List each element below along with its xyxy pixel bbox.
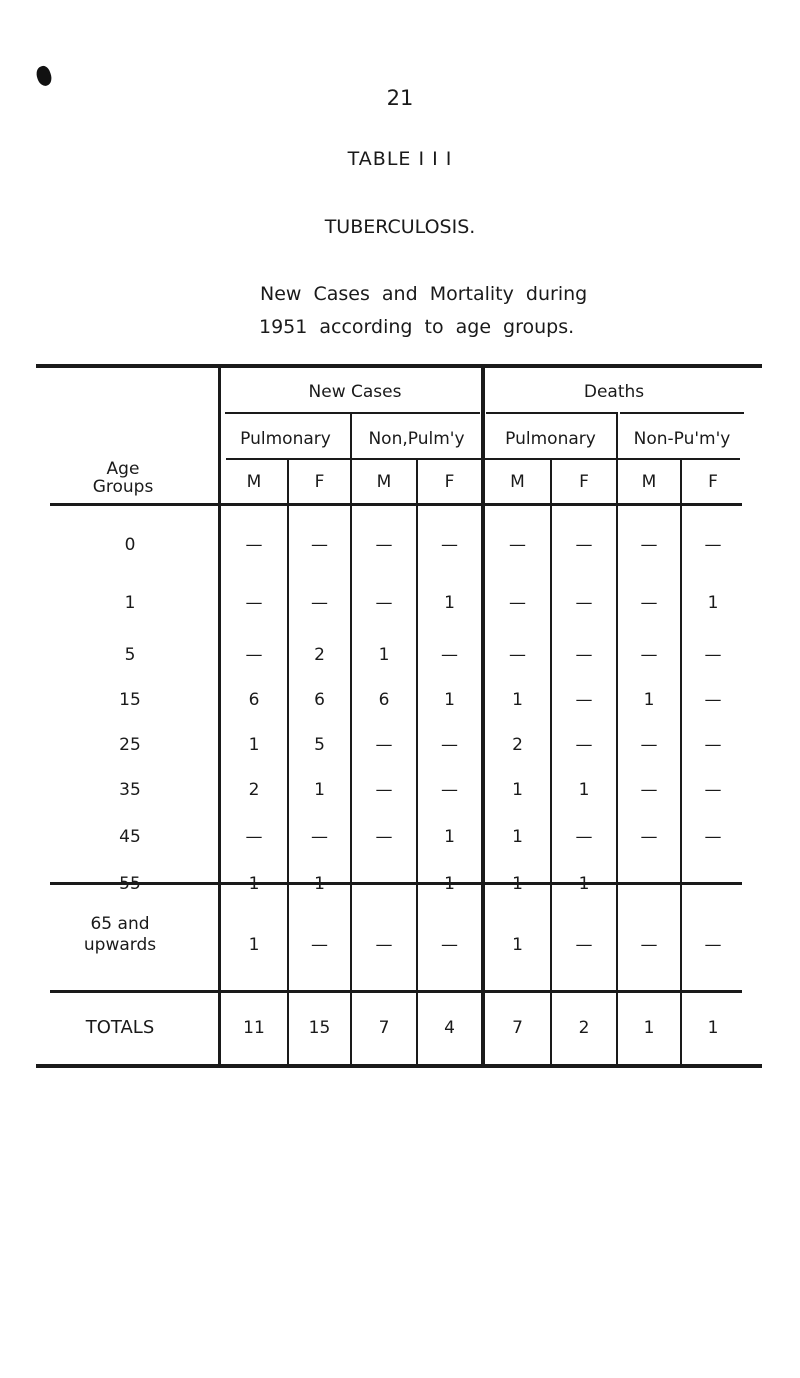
totals-label: TOTALS [85, 1017, 155, 1038]
table-cell: — [640, 827, 658, 847]
table-cell: — [375, 735, 393, 755]
table-cell: 5 [314, 735, 325, 755]
table-cell: — [575, 645, 593, 665]
table-cell: — [640, 780, 658, 800]
table-cell: — [704, 935, 722, 955]
table-cell: — [375, 935, 393, 955]
table-cell: — [311, 935, 328, 955]
totals-cell: 1 [707, 1018, 719, 1038]
table-cell: — [245, 535, 263, 555]
table-cell: — [311, 827, 328, 847]
table-cell: — [245, 645, 263, 665]
table-cell: 1 [314, 780, 325, 800]
table-cell: — [704, 780, 722, 800]
table-cell: — [704, 735, 722, 755]
table-cell: 1 [512, 780, 523, 800]
age-column-divider [218, 366, 221, 1066]
table-cell: — [441, 645, 458, 665]
table-cell: 2 [512, 735, 523, 755]
sex-header: M [376, 472, 392, 492]
table-cell: 1 [643, 690, 655, 710]
table-cell: 1 [512, 874, 523, 894]
table-cell: — [704, 827, 722, 847]
table-cell: — [441, 735, 458, 755]
table-cell: — [509, 593, 526, 613]
new-pulmonary-header: Pulmonary [240, 429, 331, 449]
age-group-label: 55 [119, 874, 141, 894]
deaths-pulmonary-header: Pulmonary [505, 429, 596, 449]
totals-cell: 15 [308, 1018, 331, 1038]
age-group-label: 15 [119, 690, 141, 710]
age-group-label: 5 [124, 645, 136, 665]
table-cell: 2 [248, 780, 260, 800]
table-cell: — [575, 827, 593, 847]
table-cell: — [441, 535, 458, 555]
table-cell: — [375, 874, 393, 894]
totals-cell: 7 [512, 1018, 523, 1038]
new-cases-header: New Cases [308, 382, 402, 402]
new-non-pulm-header: Non,Pulm'y [368, 429, 465, 449]
totals-cell: 11 [243, 1018, 265, 1038]
age-group-label: 65 and [90, 914, 150, 934]
table-cell: 6 [248, 690, 260, 710]
totals-cell: 4 [444, 1018, 455, 1038]
table-top-rule [36, 364, 762, 368]
table-cell: 1 [378, 645, 390, 665]
table-cell: — [375, 827, 393, 847]
table-label: TABLE I I I [347, 148, 453, 170]
sex-header: M [641, 472, 657, 492]
totals-cell: 7 [378, 1018, 390, 1038]
deaths-rule-right [620, 412, 744, 414]
table-cell: 1 [578, 780, 590, 800]
table-cell: 1 [248, 735, 260, 755]
caption-line-1: New Cases and Mortality during [260, 283, 588, 305]
table-cell: — [311, 535, 328, 555]
table-cell: — [375, 780, 393, 800]
deaths-non-pulm-header: Non-Pu'm'y [633, 429, 731, 449]
table-cell: — [441, 780, 458, 800]
sex-header: F [314, 472, 325, 492]
table-cell: — [575, 935, 593, 955]
table-cell: — [640, 593, 658, 613]
deaths-rule-left [486, 412, 616, 414]
age-group-label: 0 [124, 535, 136, 555]
deaths-divider [481, 366, 485, 1066]
table-cell: — [575, 690, 593, 710]
table-cell: — [704, 645, 722, 665]
deaths-header: Deaths [583, 382, 645, 402]
age-group-label: 25 [119, 735, 141, 755]
table-cell: 1 [512, 827, 523, 847]
age-group-label: upwards [83, 935, 157, 955]
header-bottom-rule [50, 503, 742, 506]
totals-top-rule [50, 990, 742, 993]
table-subject: TUBERCULOSIS. [324, 216, 476, 238]
new-cases-rule-right [352, 412, 480, 414]
sex-header: F [444, 472, 455, 492]
table-cell: 1 [578, 874, 590, 894]
ink-blot-mark [34, 64, 54, 88]
table-cell: 1 [707, 593, 719, 613]
table-cell: 1 [512, 690, 523, 710]
table-cell: — [245, 827, 263, 847]
totals-cell: 1 [643, 1018, 655, 1038]
table-cell: 6 [378, 690, 390, 710]
page-number: 21 [386, 86, 414, 110]
table-cell: — [245, 593, 263, 613]
table-cell: — [509, 535, 526, 555]
table-cell: — [704, 535, 722, 555]
sex-header: M [246, 472, 262, 492]
table-cell: — [640, 735, 658, 755]
table-cell: 1 [444, 593, 455, 613]
table-cell: 1 [248, 935, 260, 955]
table-cell: 1 [444, 690, 455, 710]
age-group-label: 35 [119, 780, 141, 800]
table-cell: — [441, 935, 458, 955]
table-cell: — [375, 593, 393, 613]
table-cell: 1 [512, 935, 523, 955]
sex-header: F [708, 472, 718, 492]
age-groups-header: Age Groups [92, 459, 154, 497]
caption-line-2: 1951 according to age groups. [259, 316, 575, 338]
table-cell: — [375, 535, 393, 555]
table-cell: — [575, 535, 593, 555]
age-group-label: 45 [119, 827, 141, 847]
table-cell: 1 [248, 874, 260, 894]
table-cell: 2 [314, 645, 325, 665]
table-cell: — [640, 874, 658, 894]
table-cell: — [311, 593, 328, 613]
table-cell: — [704, 874, 722, 894]
table-cell: — [640, 935, 658, 955]
totals-cell: 2 [578, 1018, 590, 1038]
table-cell: — [640, 645, 658, 665]
age-group-label: 1 [124, 593, 136, 613]
table-cell: — [640, 535, 658, 555]
table-cell: — [575, 735, 593, 755]
table-cell: — [509, 645, 526, 665]
table-cell: — [704, 690, 722, 710]
table-cell: — [575, 593, 593, 613]
table-bottom-rule [36, 1064, 762, 1068]
table-cell: 6 [314, 690, 325, 710]
table-cell: 1 [444, 827, 455, 847]
new-cases-rule-left [225, 412, 350, 414]
table-cell: 1 [314, 874, 325, 894]
table-cell: 1 [444, 874, 455, 894]
sex-header: M [510, 472, 525, 492]
sex-header: F [579, 472, 589, 492]
